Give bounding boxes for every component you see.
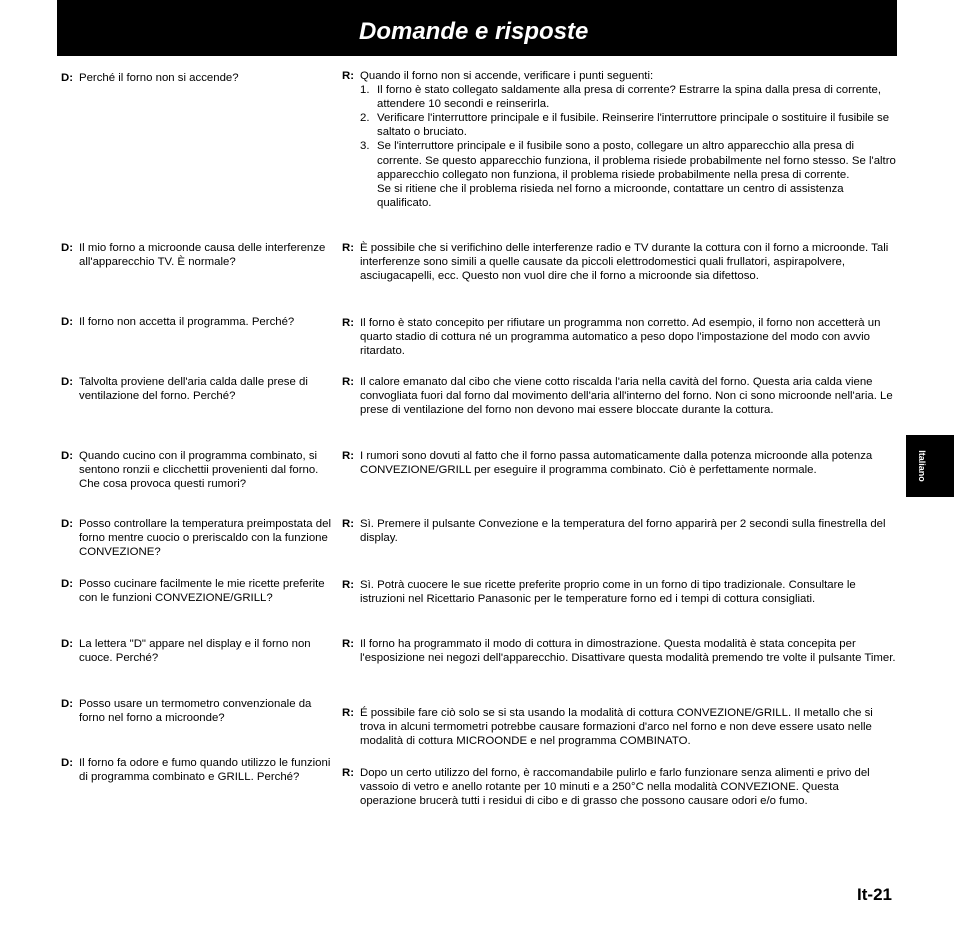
answer-label: R: [342, 518, 355, 530]
answer-outro: Se si ritiene che il problema risieda nel forno a microonde, contattare un centro di assistenza qualificato. [377, 182, 844, 209]
list-item-text: Verificare l'interruttore principale e il fusibile. Reinserire l'interruttore principale o sostituire il fusibile se saltato o bruciato. [377, 112, 890, 139]
answer-10 [342, 766, 898, 808]
answer-4 [342, 375, 898, 417]
list-item [360, 111, 898, 139]
answer-label: R: [342, 376, 355, 388]
answer-label: R: [342, 579, 355, 591]
answer-5 [342, 449, 898, 477]
answer-label: R: [342, 450, 355, 462]
list-item [360, 83, 898, 111]
list-item-number: 2. [360, 112, 370, 125]
answer-text: Il forno ha programmato il modo di cottura in dimostrazione. Questa modalità è stata concepita per l'esposizione nei negozi dell'apparecchio. Disattivare questa modalità premendo tre volte il pulsante Timer. [360, 638, 896, 665]
question-label: D: [61, 578, 74, 590]
question-label: D: [61, 450, 74, 462]
question-text: Il forno fa odore e fumo quando utilizzo le funzioni di programma combinato e GRILL. Perché? [79, 757, 331, 784]
question-text: Talvolta proviene dell'aria calda dalle prese di ventilazione del forno. Perché? [79, 376, 308, 403]
question-4 [61, 375, 336, 403]
question-3 [61, 315, 336, 329]
list-item-text: Il forno è stato collegato saldamente alla presa di corrente? Estrarre la spina dalla presa di corrente, attendere 10 secondi e reinserirla. [377, 84, 881, 111]
answer-text: Sì. Potrà cuocere le sue ricette preferite proprio come in un forno di tipo tradizionale. Consultare le istruzioni nel Ricettario Panasonic per le temperature forno ed i tempi di cottura consigliati. [360, 579, 856, 606]
answer-3 [342, 316, 898, 358]
answer-label: R: [342, 317, 355, 329]
question-label: D: [61, 72, 74, 84]
question-8 [61, 637, 336, 665]
question-6 [61, 517, 336, 559]
answer-label: R: [342, 638, 355, 650]
question-text: Il mio forno a microonde causa delle interferenze all'apparecchio TV. È normale? [79, 242, 326, 269]
question-text: Posso usare un termometro convenzionale da forno nel forno a microonde? [79, 698, 312, 725]
answer-text: I rumori sono dovuti al fatto che il forno passa automaticamente dalla potenza microonde alla potenza CONVEZIONE/GRILL per eseguire il programma combinato. Ciò è perfettamente normale. [360, 450, 873, 477]
question-text: Perché il forno non si accende? [79, 72, 239, 84]
language-tab [906, 435, 954, 497]
page-number: It-21 [857, 885, 892, 904]
question-text: La lettera "D" appare nel display e il forno non cuoce. Perché? [79, 638, 311, 665]
list-item-number: 1. [360, 84, 370, 97]
answer-text: Il calore emanato dal cibo che viene cotto riscalda l'aria nella cavità del forno. Questa aria calda viene convogliata fuori dal forno dal movimento dell'aria all'interno del forno. Non ci sono microonde nell'aria. Le prese di ventilazione del forno non devono mai essere bloccate durante la cottura. [360, 376, 893, 417]
answer-1 [342, 69, 898, 210]
answer-text: È possibile che si verifichino delle interferenze radio e TV durante la cottura con il forno a microonde. Tali interferenze sono simili a quelle causate da piccoli elettrodomestici quali frullatori, aspirapolvere, asciugacapelli, ecc. Questo non vuol dire che il forno a microonde sia difettoso. [360, 242, 889, 283]
answer-7 [342, 578, 898, 606]
answer-label: R: [342, 242, 355, 254]
question-5 [61, 449, 336, 491]
question-text: Quando cucino con il programma combinato, si sentono ronzii e clicchettii provenienti dal forno. Che cosa provoca questi rumori? [79, 450, 319, 491]
answer-6 [342, 517, 898, 545]
question-label: D: [61, 376, 74, 388]
answer-content [360, 69, 898, 210]
answer-2 [342, 241, 898, 283]
answer-label: R: [342, 767, 355, 779]
list-item-number: 3. [360, 140, 370, 153]
answer-intro: Quando il forno non si accende, verificare i punti seguenti: [360, 70, 654, 82]
question-label: D: [61, 757, 74, 769]
question-9 [61, 697, 336, 725]
answer-label: R: [342, 70, 355, 82]
question-text: Posso cucinare facilmente le mie ricette preferite con le funzioni CONVEZIONE/GRILL? [79, 578, 325, 605]
question-label: D: [61, 242, 74, 254]
page-header [57, 0, 897, 56]
question-text: Il forno non accetta il programma. Perché? [79, 316, 295, 328]
question-2 [61, 241, 336, 269]
answer-text: Sì. Premere il pulsante Convezione e la temperatura del forno apparirà per 2 secondi sulla finestrella del display. [360, 518, 886, 545]
page-title: Domande e risposte [359, 18, 589, 45]
answer-text: Dopo un certo utilizzo del forno, è raccomandabile pulirlo e farlo funzionare senza alimenti e privo del vassoio di vetro e anello rotante per 10 minuti e a 250°C nella modalità CONVEZIONE. Questa operazione brucerà tutti i residui di cibo e di grasso che possono causare odori e/o fumo. [360, 767, 870, 808]
question-7 [61, 577, 336, 605]
list-item-text: Se l'interruttore principale e il fusibile sono a posto, collegare un altro apparecchio alla presa di corrente. Se questo apparecchio funziona, il problema risiede probabilmente nel forno stesso. Se l'altro apparecchio collegato non funziona, il problema risiede probabilmente nella presa di corrente. [377, 140, 896, 181]
answer-list [360, 83, 898, 182]
answer-text: Il forno è stato concepito per rifiutare un programma non corretto. Ad esempio, il forno non accetterà un quarto stadio di cottura né un programma automatico a peso dopo l'impostazione del modo con avvio ritardato. [360, 317, 881, 358]
question-label: D: [61, 316, 74, 328]
question-text: Posso controllare la temperatura preimpostata del forno mentre cuocio o preriscaldo con la funzione CONVEZIONE? [79, 518, 331, 559]
question-1 [61, 71, 336, 85]
question-label: D: [61, 518, 74, 530]
list-item [360, 139, 898, 181]
language-tab-label: Italiano [917, 450, 927, 482]
answer-8 [342, 637, 898, 665]
answer-label: R: [342, 707, 355, 719]
answer-9 [342, 706, 898, 748]
question-label: D: [61, 698, 74, 710]
answer-text: É possibile fare ciò solo se si sta usando la modalità di cottura CONVEZIONE/GRILL. Il metallo che si trova in alcuni termometri potrebbe causare formazioni d'arco nel forno e non deve essere usato nelle modalità di cottura MICROONDE e nel programma COMBINATO. [360, 707, 873, 748]
question-10 [61, 756, 336, 784]
question-label: D: [61, 638, 74, 650]
